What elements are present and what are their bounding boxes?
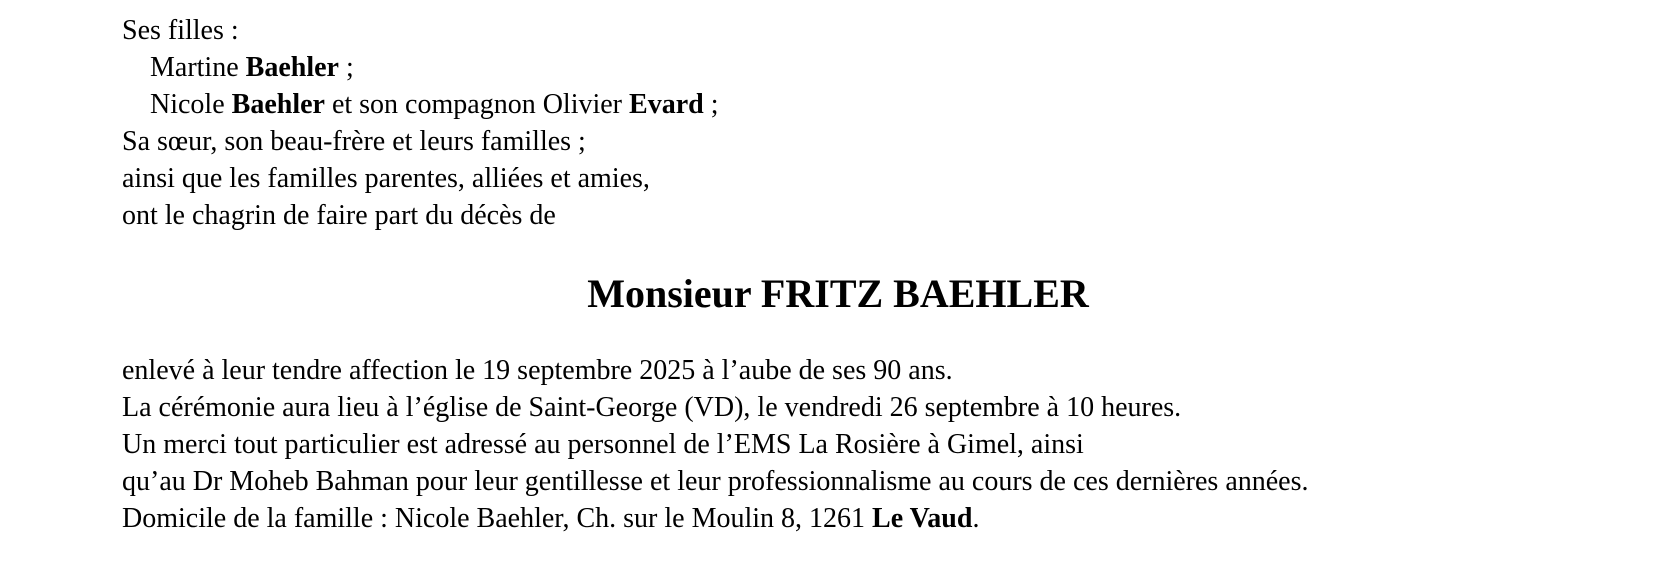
place-le-vaud: Le Vaud — [872, 503, 973, 534]
intro-line-martine — [150, 49, 1554, 86]
body-line-domicile-post: . — [972, 503, 980, 534]
surname-baehler-martine: Baehler — [245, 52, 339, 83]
surname-evard: Evard — [629, 89, 704, 120]
intro-line-soeur: Sa sœur, son beau-frère et leurs familles ; — [122, 126, 586, 157]
intro-line-chagrin: ont le chagrin de faire part du décès de — [122, 200, 556, 231]
body-line-ceremonie: La cérémonie aura lieu à l’église de Saint-George (VD), le vendredi 26 septembre à 10 heures. — [122, 392, 1182, 423]
intro-line-ses-filles: Ses filles : — [122, 15, 239, 46]
intro-line-nicole-pre: Nicole — [150, 89, 232, 120]
intro-line-nicole-post: ; — [703, 89, 719, 120]
body-line-domicile-pre: Domicile de la famille : Nicole Baehler, Ch. sur le Moulin 8, 1261 — [122, 503, 873, 534]
body-line-docteur: qu’au Dr Moheb Bahman pour leur gentillesse et leur professionnalisme au cours de ces dernières années. — [122, 466, 1309, 497]
intro-line-martine-post: ; — [338, 52, 354, 83]
deceased-name-title: Monsieur FRITZ BAEHLER — [587, 271, 1089, 316]
intro-line-nicole-mid: et son compagnon Olivier — [324, 89, 630, 120]
surname-baehler-nicole: Baehler — [231, 89, 325, 120]
body-line-deces: enlevé à leur tendre affection le 19 septembre 2025 à l’aube de ses 90 ans. — [122, 355, 953, 386]
intro-line-martine-pre: Martine — [150, 52, 246, 83]
intro-line-nicole — [150, 86, 1554, 123]
intro-line-familles: ainsi que les familles parentes, alliées et amies, — [122, 163, 650, 194]
body-line-domicile — [122, 500, 1554, 537]
body-line-merci: Un merci tout particulier est adressé au personnel de l’EMS La Rosière à Gimel, ainsi — [122, 429, 1084, 460]
